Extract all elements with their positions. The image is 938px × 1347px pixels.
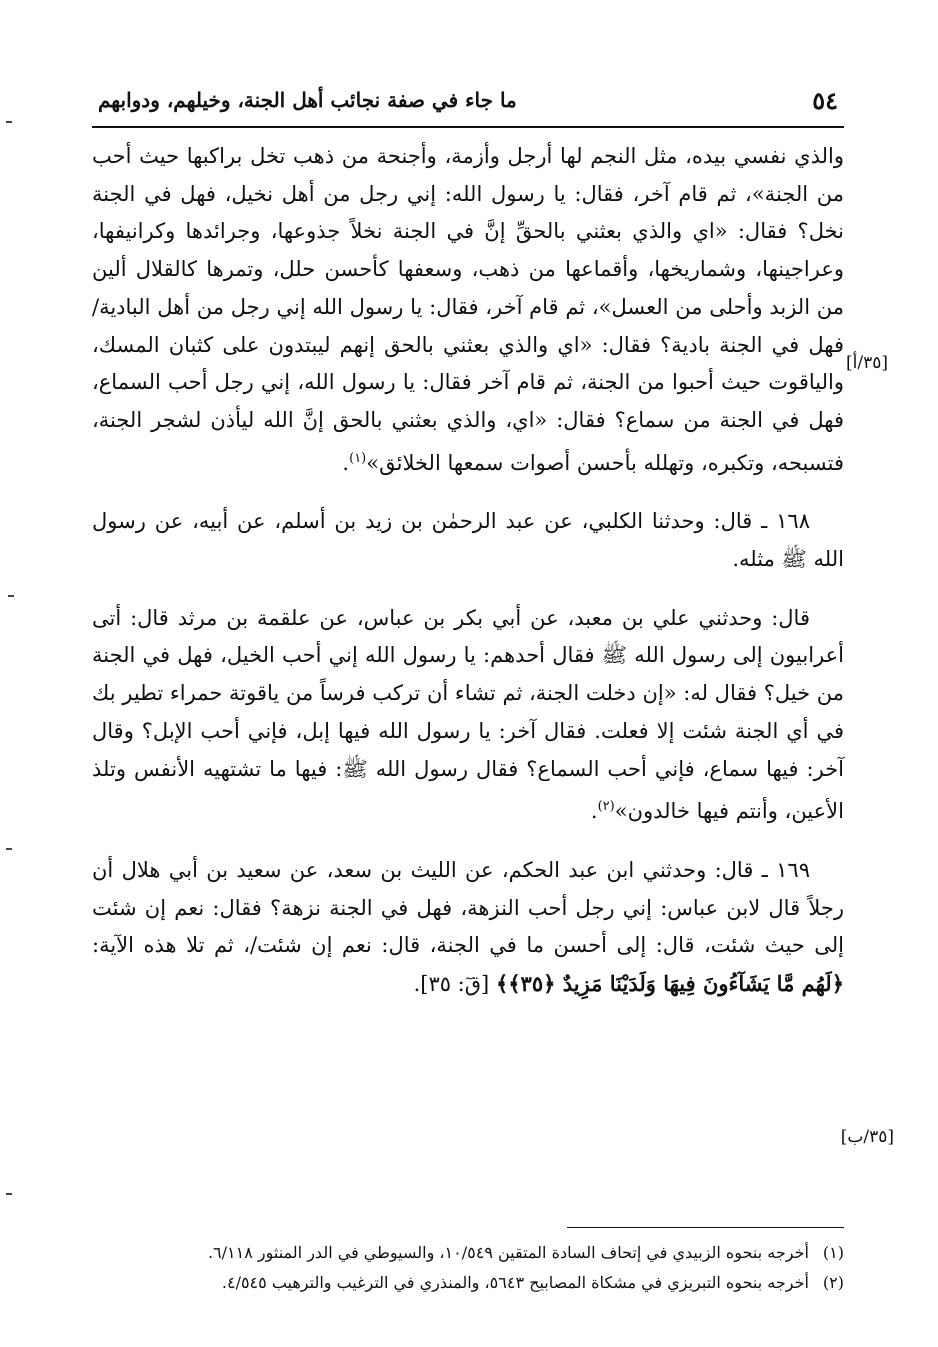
footnote-1 [92,1238,844,1268]
folio-marker-a: [٣٥/أ] [846,353,888,373]
paragraph-3-text: قال: وحدثني علي بن معبد، عن أبي بكر بن عباس، عن علقمة بن مرثد قال: أتى أعرابيون إلى رسول الله ﷺ فقال أحدهم: يا رسول الله إني أحب الخيل، فهل في الجنة من خيل؟ فقال له: «إن دخلت الجنة، ثم تشاء أن تركب فرساً من ياقوتة حمراء تطير بك في أي الجنة شئت إلا فعلت. فقال آخر: يا رسول الله فيها إبل، فإني أحب الإبل؟ وقال آخر: فيها سماع، فإني أحب السماع؟ فقال رسول الله ﷺ: فيها ما تشتهيه الأنفس وتلذ الأعين، وأنتم فيها خالدون» [92,605,844,824]
footnote-2-text: أخرجه بنحوه التبريزي في مشكاة المصابيح ٥٦٤٣، والمنذري في الترغيب والترهيب ٤/٥٤٥. [221,1273,809,1292]
footnote-2 [92,1268,844,1298]
scan-speck [6,1193,12,1195]
quran-reference: [قٓ: ٣٥]. [413,972,490,997]
footnote-1-number: (١) [822,1243,844,1262]
footnote-2-number: (٢) [822,1273,844,1292]
paragraph-1-text: والذي نفسي بيده، مثل النجم لها أرجل وأزمة، وأجنحة من ذهب تخل براكبها حيث أحب من الجنة»، ثم قام آخر، فقال: يا رسول الله: إني رجل من أهل نخيل، فهل في الجنة نخل؟ فقال: «اي والذي بعثني بالحقِّ إنَّ في الجنة نخلاً جذوعها، وجرائدها وكرانيفها، وعراجينها، وشماريخها، وأقماعها من ذهب، وسعفها كأحسن حلل، وتمرها كالقلال ألين من الزبد وأحلى من العسل»، ثم قام آخر، فقال: يا رسول الله إني رجل من أهل البادية/ فهل في الجنة بادية؟ فقال: «اي والذي بعثني بالحق إنهم ليبتدون على كثبان المسك، والياقوت حيث أحبوا من الجنة، ثم قام آخر فقال: يا رسول الله، إني رجل أحب السماع، فهل في الجنة من سماع؟ فقال: «اي، والذي بعثني بالحق إنَّ الله ليأذن لشجر الجنة، فتسبحه، وتكبره، وتهلله بأحسن أصوات سمعها الخلائق» [92,144,844,475]
paragraph-1 [92,138,844,482]
sentence-end-3: . [590,799,598,824]
paragraph-4-text: ١٦٩ ـ قال: وحدثني ابن عبد الحكم، عن الليث بن سعد، عن سعيد بن أبي هلال أن رجلاً قال لابن عباس: إني رجل أحب النزهة، فهل في الجنة نزهة؟ فقال: نعم إن شئت إلى حيث شئت، قال: إلى أحسن ما في الجنة، قال: نعم إن شئت/، ثم تلا هذه الآية: [92,857,844,958]
folio-marker-b: [٣٥/ب] [840,1127,894,1147]
page-number: ٥٤ [812,86,838,115]
paragraph-3 [92,600,844,831]
main-text [92,138,844,1004]
footnote-1-text: أخرجه بنحوه الزبيدي في إتحاف السادة المتقين ١٠/٥٤٩، والسيوطي في الدر المنثور ٦/١١٨. [207,1243,809,1262]
paragraph-4 [92,852,844,1004]
quran-verse: ﴿لَهُم مَّا يَشَآءُونَ فِيهَا وَلَدَيْنَا مَزِيدٌ ﴿٣٥﴾﴾ [495,971,844,997]
header-divider [92,126,844,128]
footnote-ref-1: (١) [349,450,367,466]
running-header [92,84,844,124]
scan-speck [8,595,14,597]
paragraph-2: ١٦٨ ـ قال: وحدثنا الكلبي، عن عبد الرحمٰن بن زيد بن أسلم، عن أبيه، عن رسول الله ﷺ مثله. [92,509,844,572]
sentence-end-1: . [342,450,350,475]
footnote-ref-2: (٢) [597,799,615,815]
scan-speck [6,848,12,850]
scan-speck [6,121,12,123]
footnote-divider [567,1227,844,1228]
chapter-title: ما جاء في صفة نجائب أهل الجنة، وخيلهم، ودوابهم [98,88,517,112]
footnotes [92,1238,844,1298]
